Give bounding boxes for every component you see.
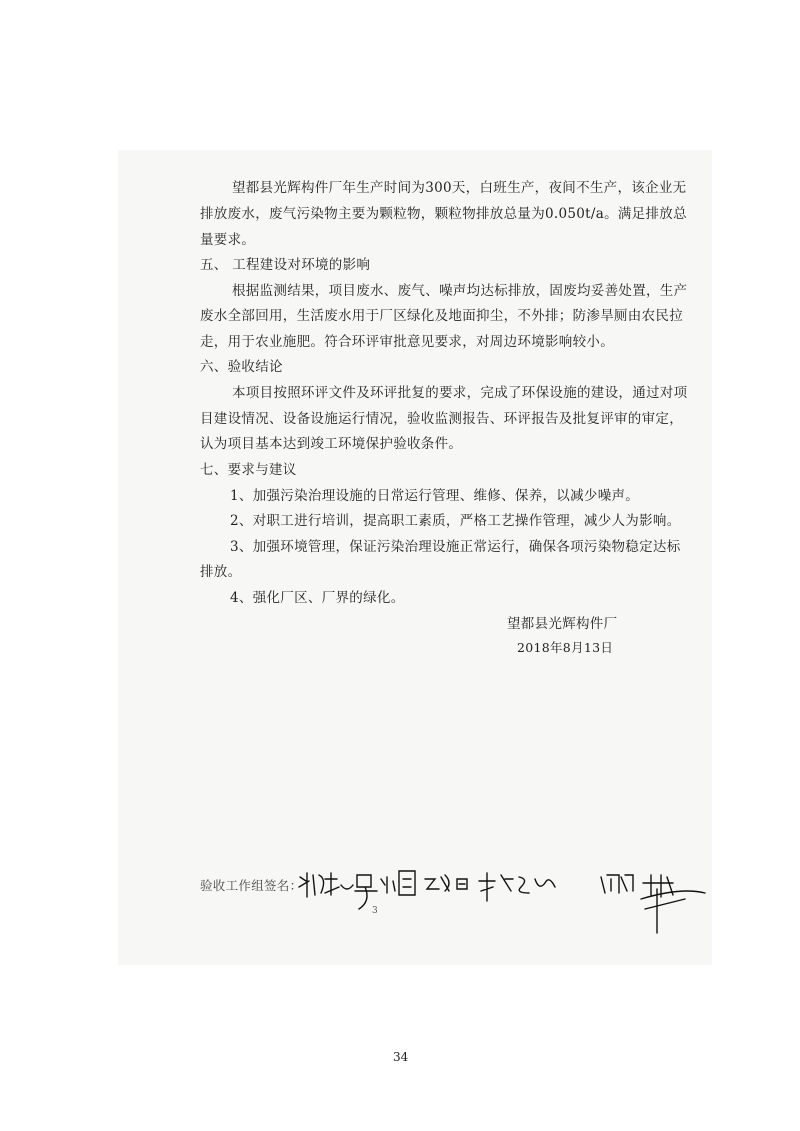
- list-item: 2、对职工进行培训，提高职工素质，严格工艺操作管理，减少人为影响。: [230, 513, 681, 529]
- paragraph-line: 走，用于农业施肥。符合环评审批意见要求，对周边环境影响较小。: [200, 334, 614, 350]
- list-item: 1、加强污染治理设施的日常运行管理、维修、保养，以减少噪声。: [230, 488, 640, 504]
- section-heading: 五、 工程建设对环境的影响: [200, 257, 371, 273]
- list-item: 4、强化厂区、厂界的绿化。: [230, 590, 405, 606]
- list-item: 排放。: [200, 564, 242, 580]
- handwritten-signatures: [295, 865, 715, 945]
- date: 2018年8月13日: [517, 640, 614, 655]
- section-heading: 六、验收结论: [200, 359, 283, 375]
- paragraph-line: 望都县光辉构件厂年生产时间为300天，白班生产，夜间不生产，该企业无: [232, 180, 687, 196]
- list-item: 3、加强环境管理，保证污染治理设施正常运行，确保各项污染物稳定达标: [230, 539, 681, 555]
- paragraph-line: 本项目按照环评文件及环评批复的要求，完成了环保设施的建设，通过对项: [232, 385, 688, 401]
- paragraph-line: 认为项目基本达到竣工环境保护验收条件。: [200, 436, 463, 452]
- signature-label: 验收工作组签名：: [200, 878, 303, 893]
- paragraph-line: 排放废水，废气污染物主要为颗粒物，颗粒物排放总量为0.050t/a。满足排放总: [200, 206, 687, 222]
- paragraph-line: 量要求。: [200, 232, 256, 248]
- paragraph-line: 目建设情况、设备设施运行情况，验收监测报告、环评报告及批复评审的审定，: [200, 411, 683, 427]
- inner-page-number: 3: [372, 906, 378, 916]
- paragraph-line: 根据监测结果，项目废水、废气、噪声均达标排放，固废均妥善处置，生产: [232, 283, 688, 299]
- section-heading: 七、要求与建议: [200, 462, 297, 478]
- page-number: 34: [393, 1050, 409, 1064]
- company-name: 望都县光辉构件厂: [507, 616, 618, 632]
- paragraph-line: 废水全部回用，生活废水用于厂区绿化及地面抑尘，不外排；防渗旱厕由农民拉: [200, 308, 683, 324]
